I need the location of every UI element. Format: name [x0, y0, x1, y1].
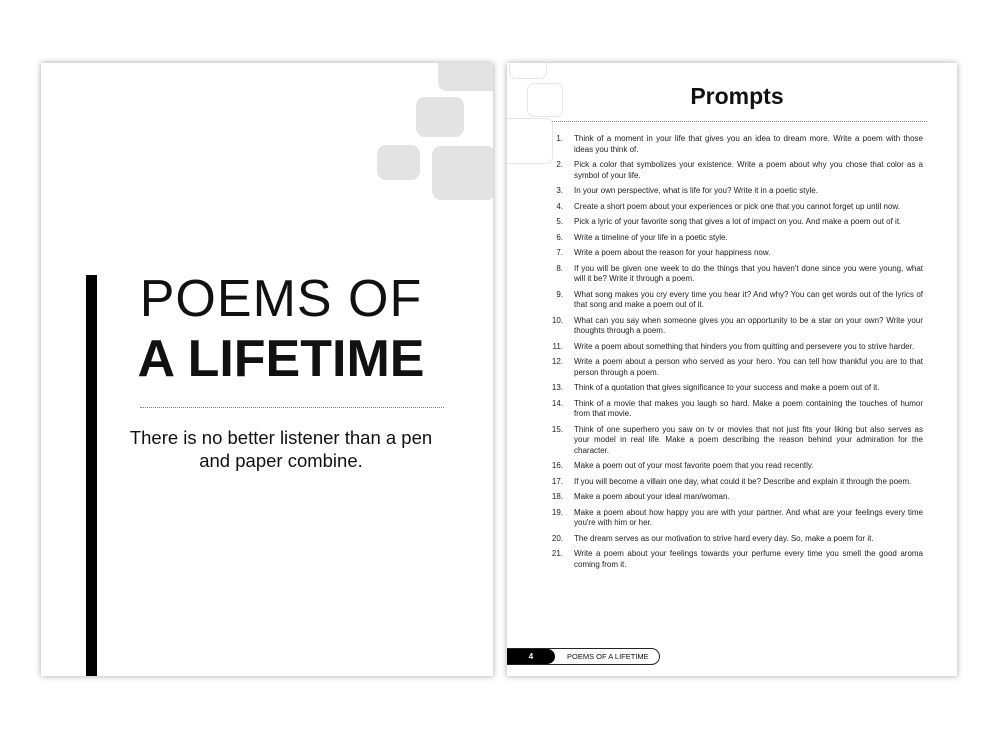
- prompt-number: 5.: [556, 217, 563, 226]
- prompt-number: 13.: [551, 383, 563, 392]
- prompt-number: 1.: [556, 134, 563, 143]
- prompt-item: [545, 316, 923, 337]
- prompt-number: 8.: [556, 263, 563, 273]
- prompt-text: Think of a moment in your life that gives you an idea to dream more. Write a poem with those ideas you think of.: [574, 134, 923, 154]
- prompt-item: [545, 160, 923, 181]
- decor-outline-square: [509, 63, 547, 79]
- prompt-number: 7.: [556, 248, 563, 257]
- prompt-item: [545, 233, 923, 244]
- decor-square: [432, 146, 493, 200]
- prompt-item: [545, 186, 923, 197]
- prompt-text: Write a poem about your feelings towards your perfume every time you smell the good aroma coming from it.: [574, 549, 923, 569]
- cover-accent-bar: [86, 275, 97, 676]
- prompt-number: 15.: [551, 424, 563, 434]
- prompt-number: 21.: [551, 549, 563, 558]
- cover-page: [41, 63, 493, 676]
- prompt-item: [545, 461, 923, 472]
- prompt-item: [545, 549, 923, 570]
- prompt-number: 6.: [556, 232, 563, 242]
- prompt-item: [545, 508, 923, 529]
- prompt-item: [545, 202, 923, 213]
- heading-divider: [552, 121, 927, 122]
- prompt-number: 14.: [551, 398, 563, 408]
- prompt-list: [545, 134, 923, 575]
- prompt-text: Create a short poem about your experiences or pick one that you cannot forget up until now.: [574, 201, 900, 211]
- prompt-number: 11.: [552, 341, 563, 351]
- prompt-item: [545, 357, 923, 378]
- prompt-number: 2.: [556, 160, 563, 169]
- prompt-item: [545, 492, 923, 503]
- page-number: 4: [507, 649, 555, 664]
- prompt-text: Write a timeline of your life in a poetic style.: [574, 232, 728, 242]
- decor-square: [438, 63, 493, 91]
- prompt-text: The dream serves as our motivation to strive hard every day. So, make a poem for it.: [574, 533, 874, 543]
- prompt-text: If you will become a villain one day, what could it be? Describe and explain it through the poem.: [574, 476, 912, 486]
- prompt-text: Make a poem about your ideal man/woman.: [574, 492, 730, 501]
- prompt-text: Write a poem about something that hinders you from quitting and persevere you to strive harder.: [574, 341, 915, 351]
- prompt-item: [545, 248, 923, 259]
- decor-square: [416, 97, 464, 137]
- decor-square: [377, 145, 420, 180]
- prompt-number: 18.: [551, 492, 563, 501]
- prompt-text: What song makes you cry every time you hear it? And why? You can get words out of the lyrics of that song and make a poem out of it.: [574, 289, 923, 309]
- prompt-item: [545, 477, 923, 488]
- prompt-text: What can you say when someone gives you an opportunity to be a star on your own? Write your thoughts through a poem.: [574, 315, 923, 335]
- prompt-number: 10.: [551, 315, 563, 325]
- prompt-text: In your own perspective, what is life for you? Write it in a poetic style.: [574, 186, 818, 195]
- prompt-item: [545, 264, 923, 285]
- prompt-text: Think of a movie that makes you laugh so hard. Make a poem containing the touches of humor from that movie.: [574, 398, 923, 418]
- prompt-text: Write a poem about the reason for your happiness now.: [574, 248, 771, 257]
- prompt-text: Think of a quotation that gives significance to your success and make a poem out of it.: [574, 383, 880, 392]
- prompt-item: [545, 217, 923, 228]
- prompt-item: [545, 383, 923, 394]
- cover-title-line1: POEMS OF: [139, 270, 423, 328]
- cover-title-line2: A LIFETIME: [137, 330, 425, 388]
- prompt-text: Make a poem out of your most favorite poem that you read recently.: [574, 461, 814, 470]
- prompt-text: Think of one superhero you saw on tv or movies that not just fits your liking but also serves as your model in real life. Make a poem describing the reason behind your admiration for the character.: [574, 424, 923, 455]
- prompts-page: [507, 63, 957, 676]
- page-heading: Prompts: [690, 83, 784, 109]
- prompt-number: 12.: [551, 357, 563, 366]
- prompt-text: Make a poem about how happy you are with your partner. And what are your feelings every time you're with him or her.: [574, 507, 923, 527]
- prompt-item: [545, 342, 923, 353]
- prompt-text: Write a poem about a person who served as your hero. You can tell how thankful you are to that person through a poem.: [574, 357, 923, 377]
- prompt-number: 17.: [551, 476, 563, 486]
- cover-subtitle: There is no better listener than a pen and paper combine.: [129, 427, 433, 471]
- cover-divider: [140, 407, 444, 408]
- prompt-number: 16.: [551, 461, 563, 470]
- prompt-number: 19.: [551, 507, 563, 517]
- prompt-item: [545, 425, 923, 457]
- prompt-text: Pick a color that symbolizes your existence. Write a poem about why you chose that color as a symbol of your life.: [574, 160, 923, 180]
- prompt-item: [545, 534, 923, 545]
- prompt-item: [545, 399, 923, 420]
- prompt-item: [545, 134, 923, 155]
- prompt-number: 9.: [556, 289, 563, 299]
- page-footer: [507, 648, 660, 665]
- prompt-number: 20.: [551, 533, 563, 543]
- footer-book-title: POEMS OF A LIFETIME: [567, 652, 649, 661]
- prompt-number: 4.: [556, 201, 563, 211]
- prompt-text: If you will be given one week to do the things that you haven't done since you were young, what will it be? Write it through a poem.: [574, 263, 923, 283]
- prompt-text: Pick a lyric of your favorite song that gives a lot of impact on you. And make a poem out of it.: [574, 217, 902, 226]
- prompt-item: [545, 290, 923, 311]
- prompt-number: 3.: [556, 186, 563, 195]
